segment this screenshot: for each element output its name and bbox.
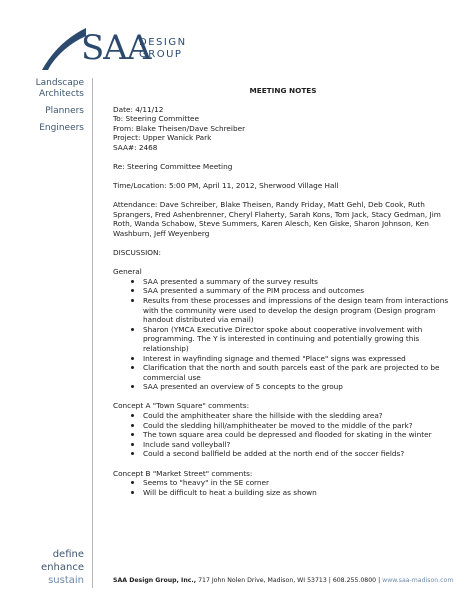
list-item: Could a second ballfield be added at the north end of the soccer fields? (131, 449, 453, 459)
tagline (41, 548, 84, 587)
concept-a-heading: Concept A "Town Square" comments: (113, 401, 250, 411)
memo-date: Date: 4/11/12 (113, 104, 164, 114)
list-item: Will be difficult to heat a building size as shown (131, 488, 453, 498)
page-footer (113, 577, 453, 584)
memo-time-location: Time/Location: 5:00 PM, April 11, 2012, Sherwood Village Hall (113, 181, 339, 191)
memo-re: Re: Steering Committee Meeting (113, 162, 233, 172)
general-list (113, 277, 453, 392)
general-heading: General (113, 267, 142, 277)
footer-org: SAA Design Group, Inc., (113, 577, 197, 584)
services-list (0, 78, 84, 140)
list-item: Clarification that the north and south parcels east of the park are projected to be commercial use (131, 363, 453, 382)
list-item: SAA presented a summary of the survey results (131, 277, 453, 287)
meeting-notes-body (113, 86, 453, 497)
footer-phone: 608.255.0800 (332, 577, 377, 584)
footer-separator: | (328, 577, 331, 584)
list-item: SAA presented a summary of the PIM process and outcomes (131, 286, 453, 296)
service-item: Planners (45, 106, 84, 116)
logo-line-design: DESIGN (139, 37, 187, 48)
memo-from: From: Blake Theisen/Dave Schreiber (113, 123, 246, 133)
logo-line-group: GROUP (139, 49, 183, 60)
service-item: Landscape Architects (35, 78, 84, 99)
tagline-enhance: enhance (41, 562, 84, 573)
discussion-heading: DISCUSSION: (113, 248, 161, 258)
saa-logo (40, 26, 200, 72)
list-item: Could the sledding hill/amphitheater be moved to the middle of the park? (131, 421, 453, 431)
list-item: SAA presented an overview of 5 concepts to the group (131, 382, 453, 392)
logo-mark: SAA (81, 28, 151, 68)
memo-to: To: Steering Committee (113, 114, 200, 124)
memo-project: Project: Upper Wanick Park (113, 133, 212, 143)
tagline-sustain: sustain (48, 575, 84, 586)
memo-attendance: Attendance: Dave Schreiber, Blake Theisen, Randy Friday, Matt Gehl, Deb Cook, Ruth Sprangers, Fred Ashenbrenner, Cheryl Flaherty, Sarah Kons, Tom Jack, Stacy Gedman, Jim Roth, Wanda Schabow, Steve Summers, Karen Alesch, Ken Giske, Sharon Johnson, Ken Washburn, Jeff Weyenberg (113, 200, 441, 239)
footer-website-link[interactable]: www.saa-madison.com (382, 577, 454, 584)
list-item: Could the amphitheater share the hillside with the sledding area? (131, 411, 453, 421)
document-title: MEETING NOTES (249, 86, 317, 95)
list-item: Include sand volleyball? (131, 440, 453, 450)
left-sidebar (0, 78, 93, 588)
service-item: Engineers (39, 123, 84, 133)
list-item: The town square area could be depressed and flooded for skating in the winter (131, 430, 453, 440)
memo-saa-number: SAA#: 2468 (113, 142, 158, 152)
tagline-define: define (52, 549, 84, 560)
concept-a-list (113, 411, 453, 459)
concept-b-heading: Concept B "Market Street" comments: (113, 468, 253, 478)
footer-separator: | (378, 577, 381, 584)
memo-header (113, 105, 453, 153)
list-item: Results from these processes and impressions of the design team from interactions with the community were used to develop the design program (Design program handout distributed via email) (131, 296, 453, 325)
concept-b-list (113, 478, 453, 497)
list-item: Seems to "heavy" in the SE corner (131, 478, 453, 488)
list-item: Sharon (YMCA Executive Director spoke about cooperative involvement with programming. The Y is interested in continuing and potentially growing this relationship) (131, 325, 453, 354)
footer-address: 717 John Nolen Drive, Madison, WI 53713 (198, 577, 327, 584)
list-item: Interest in wayfinding signage and themed "Place" signs was expressed (131, 354, 453, 364)
